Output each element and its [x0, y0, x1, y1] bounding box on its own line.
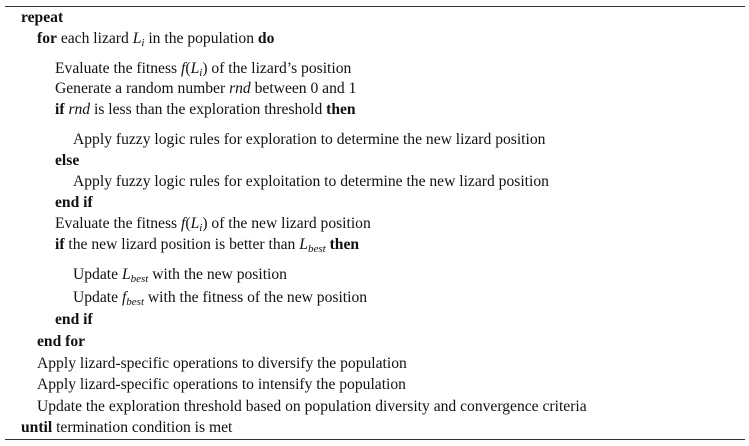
algo-line-update-threshold [37, 398, 587, 416]
text-segment: Apply lizard-specific operations to intensify the population [37, 376, 406, 393]
keyword-if: if [55, 236, 65, 253]
math-subscript: best [130, 273, 149, 285]
algo-line-end-if [55, 194, 93, 212]
algo-line-until [21, 419, 232, 437]
algo-line-intensify [37, 376, 406, 394]
text-segment: Update [73, 266, 122, 283]
keyword-end-if: end if [55, 311, 93, 328]
keyword-then: then [326, 101, 356, 118]
algo-line-end-if-inner [55, 311, 93, 329]
keyword-then: then [329, 236, 360, 253]
math-function: f [181, 60, 186, 77]
text-segment: Apply fuzzy logic rules for exploitation to determine the new lizard position [73, 173, 549, 190]
math-variable: L [132, 30, 142, 47]
text-segment: Evaluate the fitness [55, 215, 182, 232]
algo-line-for-each [37, 30, 274, 48]
math-paren: ( [185, 60, 191, 77]
math-paren: ( [185, 215, 191, 232]
algo-line-if-better [55, 236, 359, 254]
text-segment: the new lizard position is better than [64, 236, 300, 253]
text-segment: in the population [144, 30, 258, 47]
algo-line-update-fbest [73, 289, 367, 307]
math-variable: L [190, 60, 200, 77]
keyword-if: if [55, 101, 65, 118]
text-segment: Apply fuzzy logic rules for exploration to determine the new lizard position [73, 131, 546, 148]
top-rule [5, 6, 745, 7]
math-variable: L [299, 236, 308, 253]
keyword-for: for [37, 30, 57, 47]
bottom-rule [5, 439, 745, 440]
algo-line-update-lbest [73, 266, 287, 284]
algo-line-if-rnd [55, 101, 356, 119]
text-segment: Update [73, 289, 122, 306]
algo-line-else [55, 152, 79, 170]
algo-line-repeat [21, 9, 63, 27]
math-subscript: best [126, 296, 145, 308]
keyword-repeat: repeat [21, 9, 64, 26]
math-subscript: i [199, 222, 203, 234]
math-variable: f [121, 289, 127, 306]
algo-line-exploration-rules [73, 131, 545, 149]
keyword-until: until [21, 419, 53, 436]
keyword-end-if: end if [55, 194, 93, 211]
algo-line-generate-random [55, 80, 356, 98]
math-variable: rnd [68, 101, 91, 118]
text-segment: of the new lizard position [207, 215, 371, 232]
math-subscript: best [307, 243, 326, 255]
math-subscript: i [199, 67, 203, 79]
text-segment: of the lizard’s position [207, 60, 352, 77]
text-segment: Generate a random number [55, 80, 230, 97]
math-paren: ) [202, 215, 208, 232]
algo-line-evaluate-new [55, 215, 371, 233]
text-segment: Update the exploration threshold based on population diversity and convergence criteria [37, 398, 587, 415]
math-subscript: i [141, 37, 145, 49]
text-segment: with the new position [148, 266, 287, 283]
text-segment: termination condition is met [52, 419, 233, 436]
text-segment: between 0 and 1 [250, 80, 357, 97]
keyword-end-for: end for [37, 333, 86, 350]
algo-line-end-for [37, 333, 85, 351]
math-variable: L [121, 266, 131, 283]
math-paren: ) [202, 60, 208, 77]
text-segment: is less than the exploration threshold [90, 101, 327, 118]
text-segment: Evaluate the fitness [55, 60, 182, 77]
keyword-else: else [55, 152, 80, 169]
algo-line-evaluate-fitness [55, 60, 351, 78]
text-segment: Apply lizard-specific operations to diversify the population [37, 355, 407, 372]
algo-line-exploitation-rules [73, 173, 549, 191]
math-variable: rnd [229, 80, 251, 97]
algo-line-diversify [37, 355, 407, 373]
text-segment: with the fitness of the new position [144, 289, 368, 306]
math-function: f [181, 215, 186, 232]
math-variable: L [190, 215, 200, 232]
text-segment: each lizard [56, 30, 133, 47]
keyword-do: do [257, 30, 275, 47]
